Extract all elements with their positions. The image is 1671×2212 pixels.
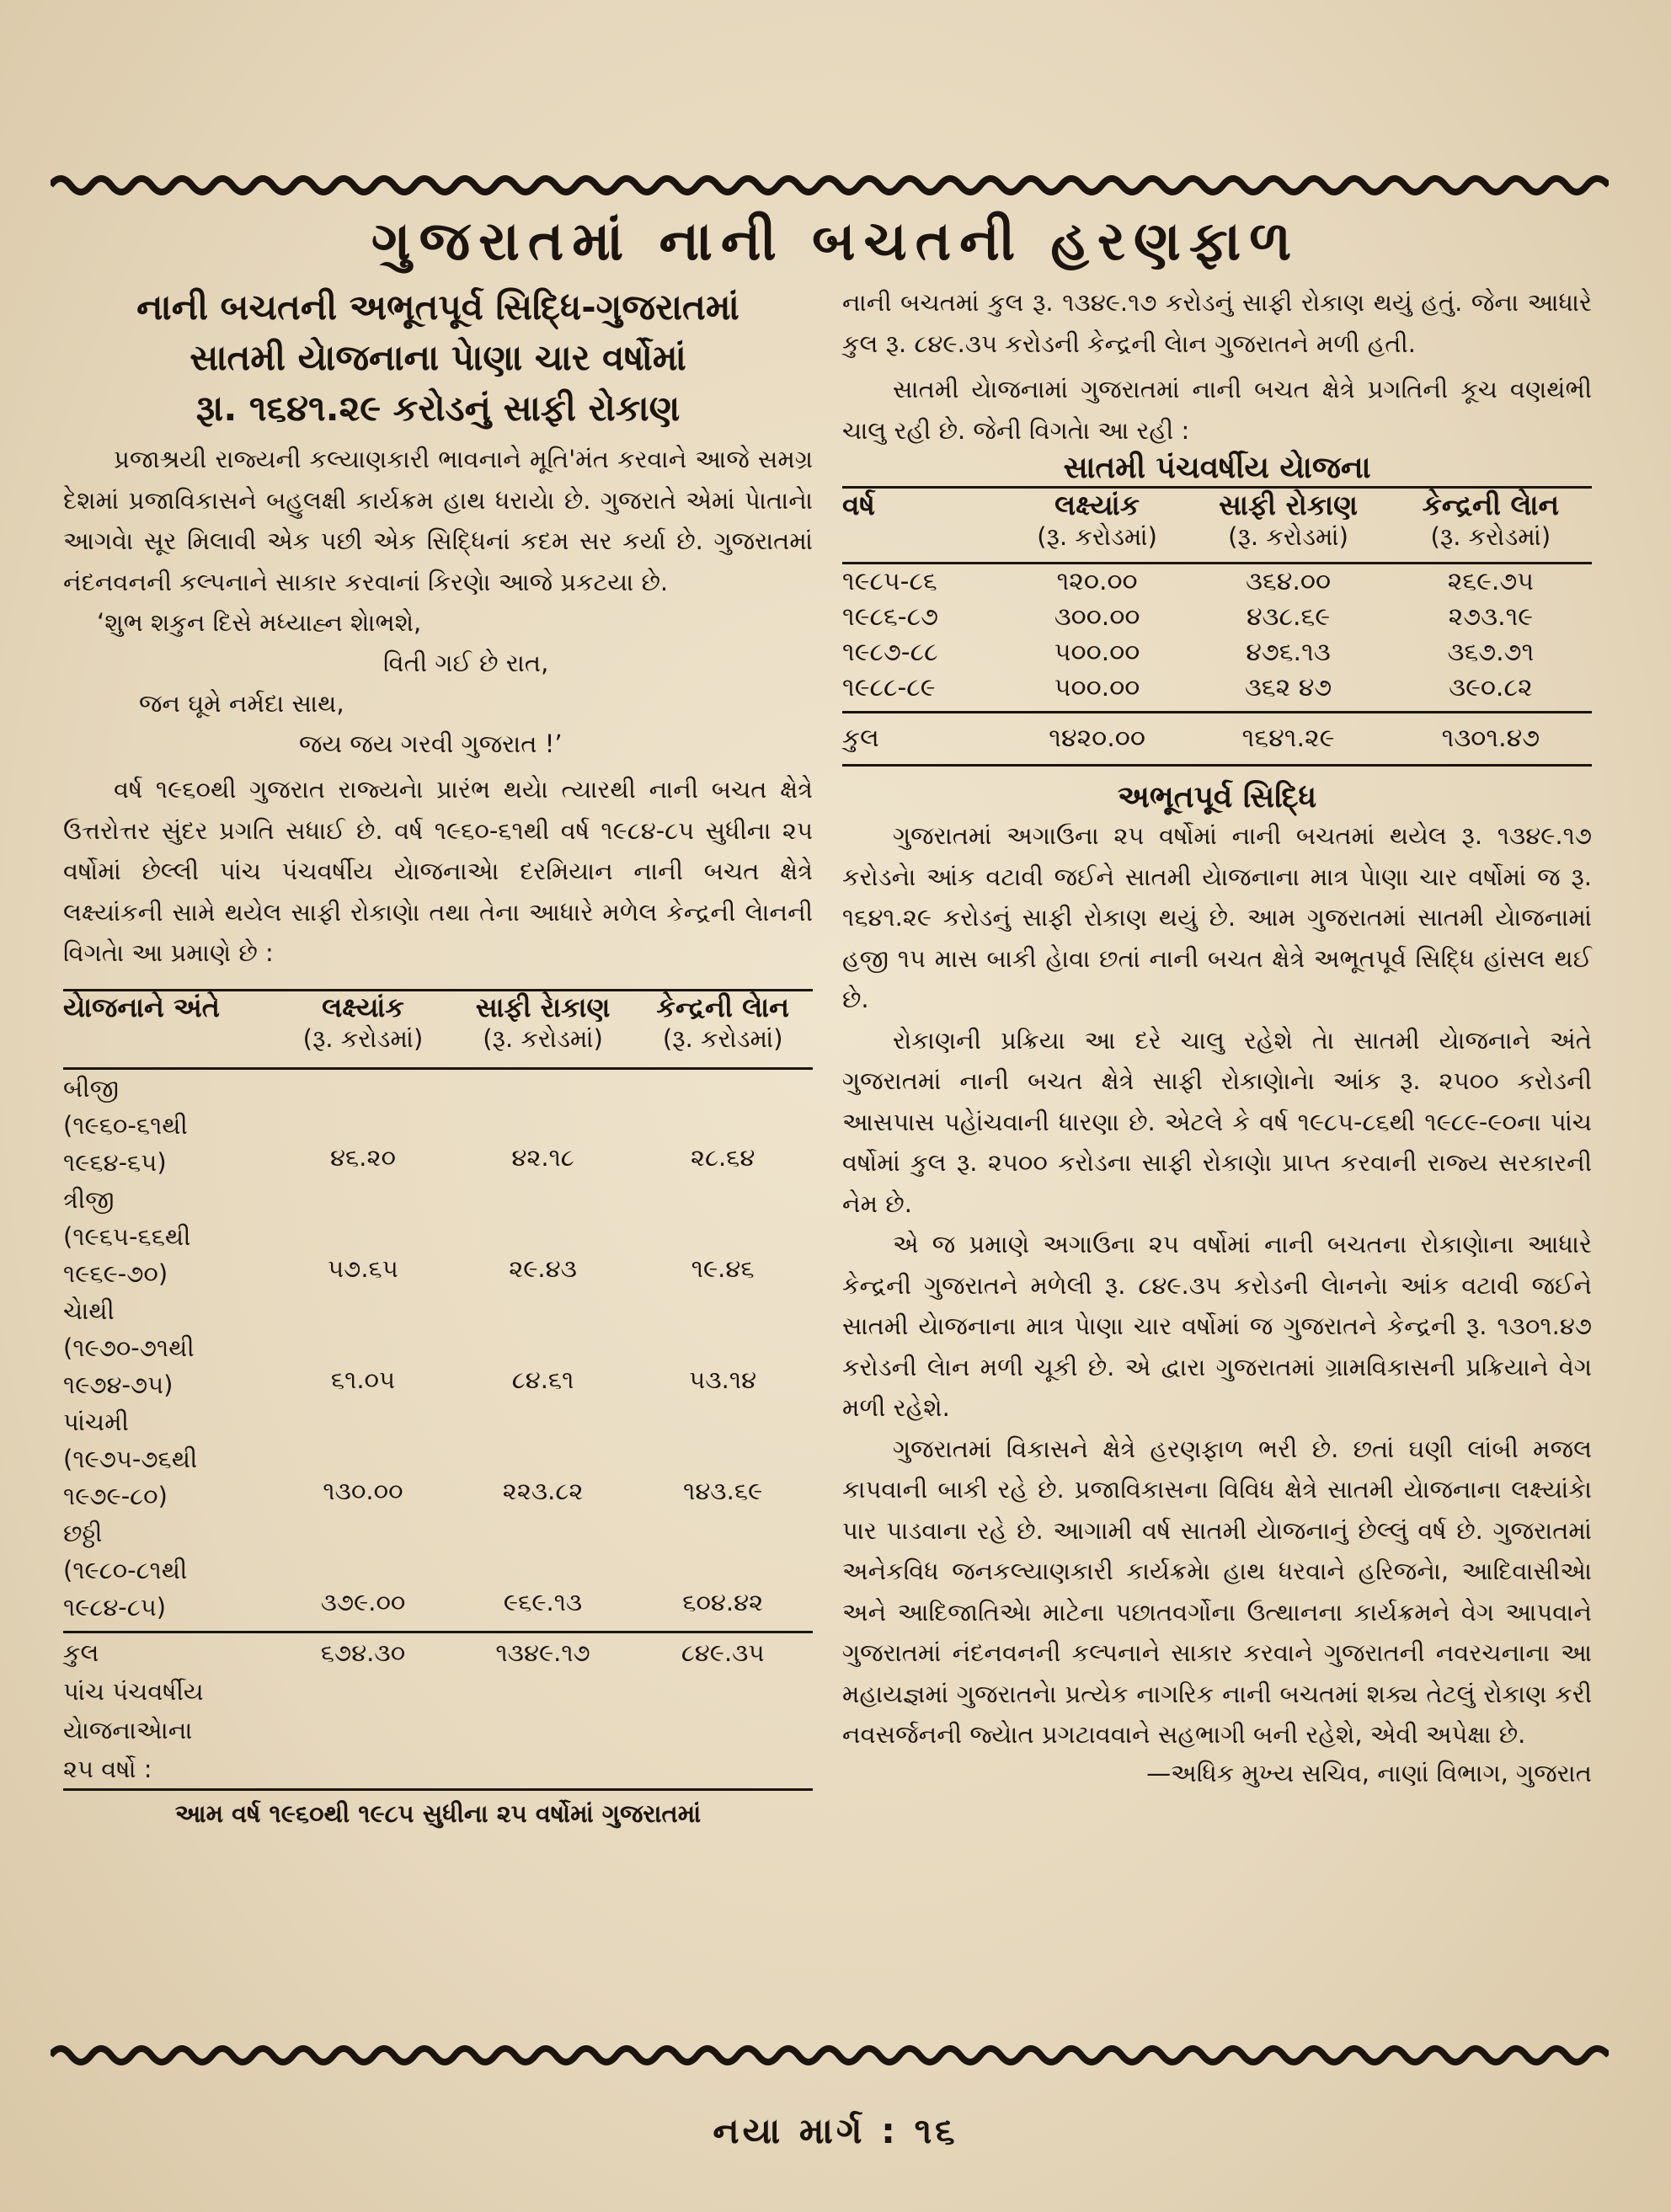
col-unit: (રૂ. કરોડમાં) xyxy=(1037,522,1157,551)
bottom-wavy-border xyxy=(51,2038,1609,2072)
cell-target: ૬૧.૦૫ xyxy=(330,1365,396,1394)
cell-target: ૧૨૦.૦૦ xyxy=(1056,567,1138,596)
col-unit: (રૂ. કરોડમાં) xyxy=(302,1023,424,1053)
poem-line: જય જય ગરવી ગુજરાત !’ xyxy=(299,729,563,758)
plan-name-line: (૧૯૬૫-૬૬થી xyxy=(63,1221,191,1251)
plan-name-line: છઠ્ઠી xyxy=(63,1518,103,1547)
plan-name-line: ૧૯૮૪-૮૫) xyxy=(63,1592,167,1622)
cell-invest: ૨૨૩.૮૨ xyxy=(502,1476,584,1505)
cell-invest: ૪૨.૧૮ xyxy=(511,1142,574,1172)
cell-invest: ૩૬૪.૦૦ xyxy=(1246,567,1332,596)
table-row xyxy=(842,635,1592,671)
body-paragraph: ગુજરાતમાં વિકાસને ક્ષેત્રે હરણફાળ ભરી છે. છતાં ઘણી લાંબી મજલ કાપવાની બાકી રહે છે. પ્રજાવિકાસના વિવિધ ક્ષેત્રે સાતમી યેાજનાના લક્ષ્યાંકેા પાર પાડવાના રહે છે. આગામી વર્ષ સાતમી યેાજનાનું છેલ્લું વર્ષ છે. ગુજરાતમાં અનેકવિધ જનકલ્યાણકારી કાર્યક્રમેા હાથ ધરવાને હરિજનેા, આદિવાસીએા અને આદિજાતિએા માટેના પછાતવર્ગોના ઉત્થાનના કાર્યક્રમને વેગ આપવાને ગુજરાતમાં નંદનવનની કલ્પનાને સાકાર કરવાને ગુજરાતની નવરચનાના આ મહાયજ્ઞમાં ગુજરાતનેા પ્રત્યેક નાગરિક નાની બચતમાં શક્ય તેટલું રોકાણ કરી નવસર્જનની જ્યેાત પ્રગટાવવાને સહભાગી બની રહેશે, એવી અપેક્ષા છે. xyxy=(842,1434,1592,1749)
plan-name-line: ૧૯૭૪-૭૫) xyxy=(63,1370,174,1399)
total-label-line: યેાજનાએાના xyxy=(63,1715,193,1744)
cell-target: ૪૬.૨૦ xyxy=(330,1142,396,1172)
cell-year: ૧૯૮૭-૮૮ xyxy=(842,638,938,667)
plan-name-line: (૧૯૭૫-૭૬થી xyxy=(63,1444,198,1473)
plan-name xyxy=(63,1070,273,1181)
col-unit xyxy=(842,522,1007,552)
subheading-line: રૂા. ૧૬૪૧.૨૯ કરોડનું સાફી રોકાણ xyxy=(195,387,681,429)
total-loan: ૧૩૦૧.૪૭ xyxy=(1441,724,1540,753)
col-header: કેન્દ્રની લેાન xyxy=(656,991,789,1023)
table-bottom-rule xyxy=(842,764,1592,767)
plan-name-line: બીજી xyxy=(63,1073,119,1103)
cell-invest: ૪૭૬.૧૩ xyxy=(1246,638,1331,667)
plan-name-line: પાંચમી xyxy=(63,1407,129,1436)
table-row xyxy=(842,671,1592,706)
cell-loan: ૬૦૪.૪૨ xyxy=(682,1587,764,1616)
cell-invest: ૨૯.૪૩ xyxy=(509,1253,577,1283)
cell-loan: ૨૮.૬૪ xyxy=(690,1142,755,1172)
body-paragraph: એ જ પ્રમાણે અગાઉના ૨૫ વર્ષોમાં નાની બચતના રોકાણેાના આધારે કેન્દ્રની ગુજરાતને મળેલી રૂ. ૮૪૯.૩૫ કરોડની લેાનનેા આંક વટાવી જઈને સાતમી યેાજનાના માત્ર પેાણા ચાર વર્ષોમાં જ ગુજરાતને કેન્દ્રની રૂ. ૧૩૦૧.૪૭ કરોડની લેાન મળી ચૂકી છે. એ દ્વારા ગુજરાતમાં ગ્રામવિકાસની પ્રક્રિયાને વેગ મળી રહેશે. xyxy=(842,1230,1592,1422)
continued-paragraph: નાની બચતમાં કુલ રૂ. ૧૩૪૯.૧૭ કરોડનું સાફી રોકાણ થયું હતું. જેના આધારે કુલ રૂ. ૮૪૯.૩૫ કરોડની કેન્દ્રની લેાન ગુજરાતને મળી હતી. xyxy=(842,288,1592,358)
top-wavy-border xyxy=(51,168,1609,202)
cell-target: ૫૦૦.૦૦ xyxy=(1054,673,1140,703)
col-header: લક્ષ્યાંક xyxy=(1054,489,1140,521)
poem xyxy=(63,602,813,764)
plan-name-line: ૧૯૬૯-૭૦) xyxy=(63,1258,168,1288)
cell-loan: ૫૩.૧૪ xyxy=(689,1365,757,1394)
total-invest: ૧૬૪૧.૨૯ xyxy=(1241,724,1335,753)
left-column xyxy=(63,282,813,1829)
table-title: સાતમી પંચવર્ષીય યેાજના xyxy=(1063,451,1371,485)
plan-name xyxy=(63,1403,273,1515)
table-row xyxy=(63,1515,813,1626)
section-title: અભૂતપૂર્વ સિદ્ધિ xyxy=(1117,780,1317,815)
plan-name xyxy=(63,1181,273,1292)
table-row xyxy=(63,1292,813,1403)
total-loan: ૮૪૯.૩૫ xyxy=(681,1638,765,1667)
cell-target: ૧૩૦.૦૦ xyxy=(323,1476,403,1505)
col-unit: (રૂ. કરોડમાં) xyxy=(483,1023,603,1053)
total-invest: ૧૩૪૯.૧૭ xyxy=(495,1638,590,1667)
table-row xyxy=(842,564,1592,600)
col-unit: (રૂ. કરોડમાં) xyxy=(662,1023,783,1053)
plan-name-line: ૧૯૭૯-૮૦) xyxy=(63,1481,168,1510)
plan-name-line: ચેાથી xyxy=(63,1296,115,1325)
cell-loan: ૧૪૩.૬૯ xyxy=(683,1476,763,1505)
total-target: ૧૪૨૦.૦૦ xyxy=(1049,724,1145,753)
total-row xyxy=(63,1633,813,1788)
col-header: સાફી રેાકાણ xyxy=(475,991,611,1023)
cell-loan: ૧૯.૪૬ xyxy=(691,1253,755,1283)
cell-target: ૫૭.૬૫ xyxy=(328,1253,398,1283)
table-bottom-rule xyxy=(63,1788,813,1791)
cell-year: ૧૯૮૬-૮૭ xyxy=(842,602,938,632)
col-unit: (રૂ. કરોડમાં) xyxy=(1430,522,1551,551)
seventh-plan-body xyxy=(842,564,1592,706)
cell-loan: ૩૯૦.૮૨ xyxy=(1449,673,1533,703)
poem-line: જન ઘૂમે નર્મદા સાથ, xyxy=(139,689,344,718)
cell-target: ૫૦૦.૦૦ xyxy=(1054,638,1140,667)
col-unit: (રૂ. કરોડમાં) xyxy=(1228,522,1348,551)
body-paragraph: રોકાણની પ્રક્રિયા આ દરે ચાલુ રહેશે તેા સાતમી યેાજનાને અંતે ગુજરાતમાં નાની બચત ક્ષેત્રે સાફી રોકાણેાનેા આંક રૂ. ૨૫૦૦ કરોડની આસપાસ પહેાંચવાની ધારણા છે. એટલે કે વર્ષ ૧૯૮૫-૮૬થી ૧૯૮૯-૯૦ના પાંચ વર્ષોમાં કુલ રૂ. ૨૫૦૦ કરોડના સાફી રોકાણેા પ્રાપ્ત કરવાની રાજ્ય સરકારની નેમ છે. xyxy=(842,1025,1592,1218)
table-row xyxy=(63,1403,813,1515)
cell-loan: ૨૬૯.૭૫ xyxy=(1447,567,1534,596)
plan-name-line: ૧૯૬૪-૬૫) xyxy=(63,1147,167,1177)
subheading-line: સાતમી યેાજનાના પેાણા ચાર વર્ષોમાં xyxy=(190,337,686,378)
page-title: ગુજરાતમાં નાની બચતની હરણફાળ xyxy=(371,211,1300,273)
col-header: કેન્દ્રની લેાન xyxy=(1422,489,1560,521)
history-paragraph: વર્ષ ૧૯૬૦થી ગુજરાત રાજ્યનેા પ્રારંભ થયેા ત્યારથી નાની બચત ક્ષેત્રે ઉત્તરોત્તર સુંદર પ્રગતિ સધાઈ છે. વર્ષ ૧૯૬૦-૬૧થી વર્ષ ૧૯૮૪-૮૫ સુધીના ૨૫ વર્ષોમાં છેલ્લી પાંચ પંચવર્ષીય યેાજનાએા દરમિયાન નાની બચત ક્ષેત્રે લક્ષ્યાંકની સામે થયેલ સાફી રોકાણેા તથા તેના આધારે મળેલ કેન્દ્રની લેાનની વિગતેા આ પ્રમાણે છે : xyxy=(63,775,813,967)
total-label-line: પાંચ પંચવર્ષીય xyxy=(63,1676,204,1706)
plan-name-line: ત્રીજી xyxy=(63,1184,115,1214)
plan-name xyxy=(63,1515,273,1626)
cell-loan: ૩૬૭.૭૧ xyxy=(1447,638,1535,667)
total-label: કુલ xyxy=(842,724,879,753)
right-column xyxy=(842,282,1592,1788)
page-footer: નયા માર્ગ : ૧૬ xyxy=(713,2110,958,2151)
cell-target: ૩૭૯.૦૦ xyxy=(320,1587,406,1616)
total-target: ૬૭૪.૩૦ xyxy=(320,1638,406,1667)
intro-paragraph: પ્રજાશ્રયી રાજ્યની કલ્યાણકારી ભાવનાને મૂતિ'મંત કરવાને આજે સમગ્ર દેશમાં પ્રજાવિકાસને બહુલક્ષી કાર્યક્રમ હાથ ધરાયેા છે. ગુજરાતે એમાં પેાતાનેા આગવેા સૂર મિલાવી એક પછી એક સિદ્ધિનાં કદમ સર કર્યા છે. ગુજરાતમાં નંદનવનની કલ્પનાને સાકાર કરવાનાં કિરણેા આજે પ્રકટયા છે. xyxy=(63,445,813,596)
plan-name-line: (૧૯૬૦-૬૧થી xyxy=(63,1110,188,1140)
cell-year: ૧૯૮૮-૮૯ xyxy=(842,673,936,703)
plan-name-line: (૧૯૮૦-૮૧થી xyxy=(63,1555,188,1584)
plans-table-body xyxy=(63,1070,813,1788)
table-row xyxy=(63,1070,813,1181)
cell-target: ૩૦૦.૦૦ xyxy=(1054,602,1140,632)
table-row xyxy=(842,600,1592,635)
poem-line: ‘શુભ શકુન દિસે મધ્યાહ્ન શેાભશે, xyxy=(97,608,422,637)
total-label-line: કુલ xyxy=(63,1638,99,1667)
poem-line: વિતી ગઈ છે રાત, xyxy=(383,649,549,677)
body-paragraph: ગુજરાતમાં અગાઉના ૨૫ વર્ષોમાં નાની બચતમાં થયેલ રૂ. ૧૩૪૯.૧૭ કરોડનેા આંક વટાવી જઈને સાતમી યેાજનાના માત્ર પેાણા ચાર વર્ષોમાં જ રૂ. ૧૬૪૧.૨૯ કરોડનું સાફી રોકાણ થયું છે. આમ ગુજરાતમાં સાતમી યેાજનામાં હજી ૧૫ માસ બાકી હેાવા છતાં નાની બચત ક્ષેત્રે અભૂતપૂર્વ સિદ્ધિ હાંસલ થઈ છે. xyxy=(842,821,1592,1013)
plan-name xyxy=(63,1292,273,1403)
col-unit xyxy=(63,1024,273,1054)
plan-name-line: (૧૯૭૦-૭૧થી xyxy=(63,1333,195,1362)
cell-invest: ૯૬૯.૧૩ xyxy=(503,1587,583,1616)
cell-year: ૧૯૮૫-૮૬ xyxy=(842,567,937,596)
plans-table xyxy=(63,991,813,1788)
col-header: સાફી રોકાણ xyxy=(1219,489,1358,521)
subheading xyxy=(63,282,813,434)
closing-line: આમ વર્ષ ૧૯૬૦થી ૧૯૮૫ સુધીના ૨૫ વર્ષોમાં ગુજરાતમાં xyxy=(174,1798,702,1828)
seventh-plan-paragraph: સાતમી યેાજનામાં ગુજરાતમાં નાની બચત ક્ષેત્રે પ્રગતિની કૂચ વણથંભી ચાલુ રહી છે. જેની વિગતેા આ રહી : xyxy=(842,375,1592,445)
col-header: યેાજનાને અંતે xyxy=(63,991,220,1023)
cell-loan: ૨૭૩.૧૯ xyxy=(1448,602,1534,632)
cell-invest: ૩૬૨ ૪૭ xyxy=(1244,673,1332,703)
signature: —અધિક મુખ્ય સચિવ, નાણાં વિભાગ, ગુજરાત xyxy=(1146,1758,1592,1787)
cell-invest: ૮૪.૬૧ xyxy=(511,1365,574,1394)
seventh-plan-table xyxy=(842,489,1592,764)
table-row xyxy=(63,1181,813,1292)
col-header: વર્ષ xyxy=(842,489,876,521)
total-label-line: ૨૫ વર્ષો : xyxy=(63,1754,152,1783)
col-header: લક્ષ્યાંક xyxy=(322,991,404,1023)
cell-invest: ૪૩૮.૬૯ xyxy=(1246,602,1331,632)
subheading-line: નાની બચતની અભૂતપૂર્વ સિદ્ધિ-ગુજરાતમાં xyxy=(136,286,739,328)
total-label xyxy=(63,1633,273,1788)
